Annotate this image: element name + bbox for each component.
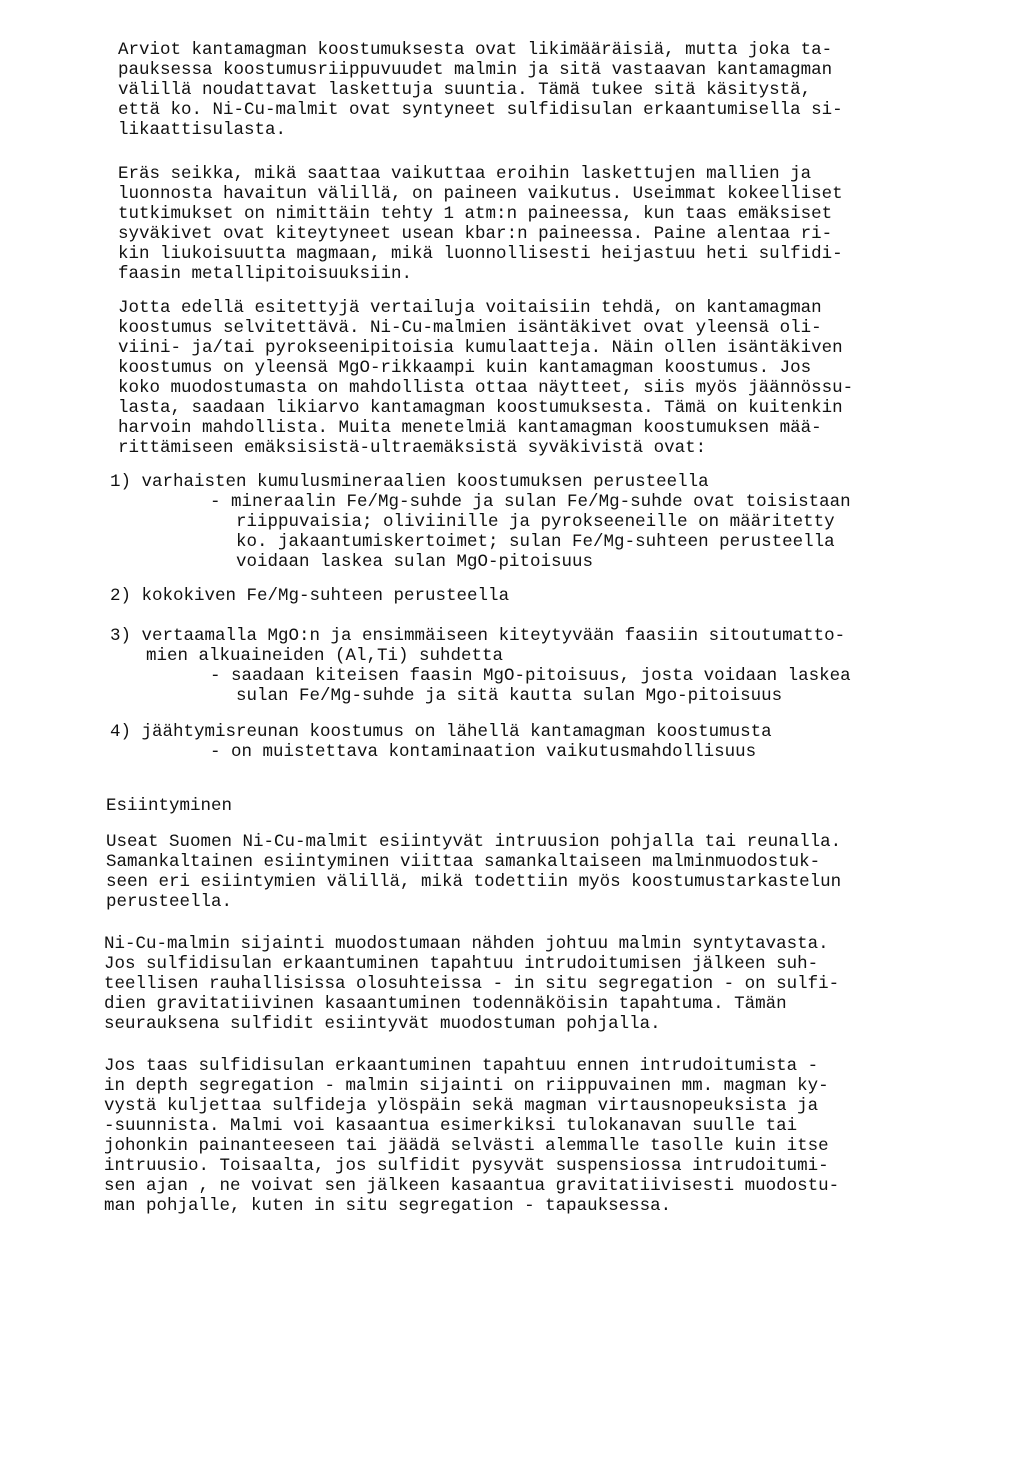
text-line: vystä kuljettaa sulfideja ylöspäin sekä magman virtausnopeuksista ja (104, 1096, 819, 1116)
text-line: sen ajan , ne voivat sen jälkeen kasaantua gravitatiivisesti muodostu- (104, 1176, 840, 1196)
text-line: johonkin painanteeseen tai jäädä selvästi alemmalle tasolle kuin itse (104, 1136, 829, 1156)
text-line: seen eri esiintymien välillä, mikä todettiin myös koostumustarkastelun (106, 872, 842, 892)
text-line: Samankaltainen esiintyminen viittaa samankaltaiseen malminmuodostuk- (106, 852, 821, 872)
text-line: Arviot kantamagman koostumuksesta ovat likimääräisiä, mutta joka ta- (118, 40, 833, 60)
text-line: teellisen rauhallisissa olosuhteissa - in situ segregation - on sulfi- (104, 974, 840, 994)
list-item: 1) varhaisten kumulusmineraalien koostumuksen perusteella (110, 472, 709, 492)
text-line: pauksessa koostumusriippuvuudet malmin ja sitä vastaavan kantamagman (118, 60, 833, 80)
text-line: -suunnista. Malmi voi kasaantua esimerkiksi tulokanavan suulle tai (104, 1116, 798, 1136)
text-line: luonnosta havaitun välillä, on paineen vaikutus. Useimmat kokeelliset (118, 184, 843, 204)
list-item: 4) jäähtymisreunan koostumus on lähellä kantamagman koostumusta (110, 722, 772, 742)
list-item-detail: - mineraalin Fe/Mg-suhde ja sulan Fe/Mg-suhde ovat toisistaan (210, 492, 851, 512)
list-item: 3) vertaamalla MgO:n ja ensimmäiseen kiteytyvään faasiin sitoutumatto- (110, 626, 846, 646)
list-item-detail: - saadaan kiteisen faasin MgO-pitoisuus, josta voidaan laskea (210, 666, 851, 686)
text-line: rittämiseen emäksisistä-ultraemäksistä syväkivistä ovat: (118, 438, 707, 458)
list-item-detail: sulan Fe/Mg-suhde ja sitä kautta sulan Mgo-pitoisuus (236, 686, 783, 706)
text-line: että ko. Ni-Cu-malmit ovat syntyneet sulfidisulan erkaantumisella si- (118, 100, 843, 120)
list-item-detail: mien alkuaineiden (Al,Ti) suhdetta (146, 646, 504, 666)
text-line: Eräs seikka, mikä saattaa vaikuttaa eroihin laskettujen mallien ja (118, 164, 812, 184)
text-line: Jotta edellä esitettyjä vertailuja voitaisiin tehdä, on kantamagman (118, 298, 822, 318)
list-item-detail: - on muistettava kontaminaation vaikutusmahdollisuus (210, 742, 757, 762)
text-line: Jos sulfidisulan erkaantuminen tapahtuu intrudoitumisen jälkeen suh- (104, 954, 819, 974)
text-line: intruusio. Toisaalta, jos sulfidit pysyvät suspensiossa intrudoitumi- (104, 1156, 829, 1176)
text-line: koostumus on yleensä MgO-rikkaampi kuin kantamagman koostumus. Jos (118, 358, 812, 378)
list-item: 2) kokokiven Fe/Mg-suhteen perusteella (110, 586, 510, 606)
text-line: in depth segregation - malmin sijainti on riippuvainen mm. magman ky- (104, 1076, 829, 1096)
text-line: välillä noudattavat laskettuja suuntia. Tämä tukee sitä käsitystä, (118, 80, 812, 100)
text-line: dien gravitatiivinen kasaantuminen todennäköisin tapahtuma. Tämän (104, 994, 787, 1014)
text-line: viini- ja/tai pyrokseenipitoisia kumulaatteja. Näin ollen isäntäkiven (118, 338, 843, 358)
text-line: faasin metallipitoisuuksiin. (118, 264, 413, 284)
text-line: Jos taas sulfidisulan erkaantuminen tapahtuu ennen intrudoitumista - (104, 1056, 819, 1076)
text-line: Useat Suomen Ni-Cu-malmit esiintyvät intruusion pohjalla tai reunalla. (106, 832, 842, 852)
section-heading: Esiintyminen (106, 796, 233, 816)
text-line: man pohjalle, kuten in situ segregation - tapauksessa. (104, 1196, 672, 1216)
text-line: Ni-Cu-malmin sijainti muodostumaan nähden johtuu malmin syntytavasta. (104, 934, 829, 954)
text-line: syväkivet ovat kiteytyneet usean kbar:n paineessa. Paine alentaa ri- (118, 224, 833, 244)
text-line: likaattisulasta. (118, 120, 287, 140)
text-line: perusteella. (106, 892, 233, 912)
text-line: tutkimukset on nimittäin tehty 1 atm:n paineessa, kun taas emäksiset (118, 204, 833, 224)
text-line: lasta, saadaan likiarvo kantamagman koostumuksesta. Tämä on kuitenkin (118, 398, 843, 418)
list-item-detail: ko. jakaantumiskertoimet; sulan Fe/Mg-suhteen perusteella (236, 532, 835, 552)
text-line: koko muodostumasta on mahdollista ottaa näytteet, siis myös jäännössu- (118, 378, 854, 398)
list-item-detail: voidaan laskea sulan MgO-pitoisuus (236, 552, 594, 572)
text-line: kin liukoisuutta magmaan, mikä luonnollisesti heijastuu heti sulfidi- (118, 244, 843, 264)
text-line: koostumus selvitettävä. Ni-Cu-malmien isäntäkivet ovat yleensä oli- (118, 318, 822, 338)
text-line: seurauksena sulfidit esiintyvät muodostuman pohjalla. (104, 1014, 661, 1034)
list-item-detail: riippuvaisia; oliviinille ja pyrokseeneille on määritetty (236, 512, 835, 532)
text-line: harvoin mahdollista. Muita menetelmiä kantamagman koostumuksen mää- (118, 418, 822, 438)
